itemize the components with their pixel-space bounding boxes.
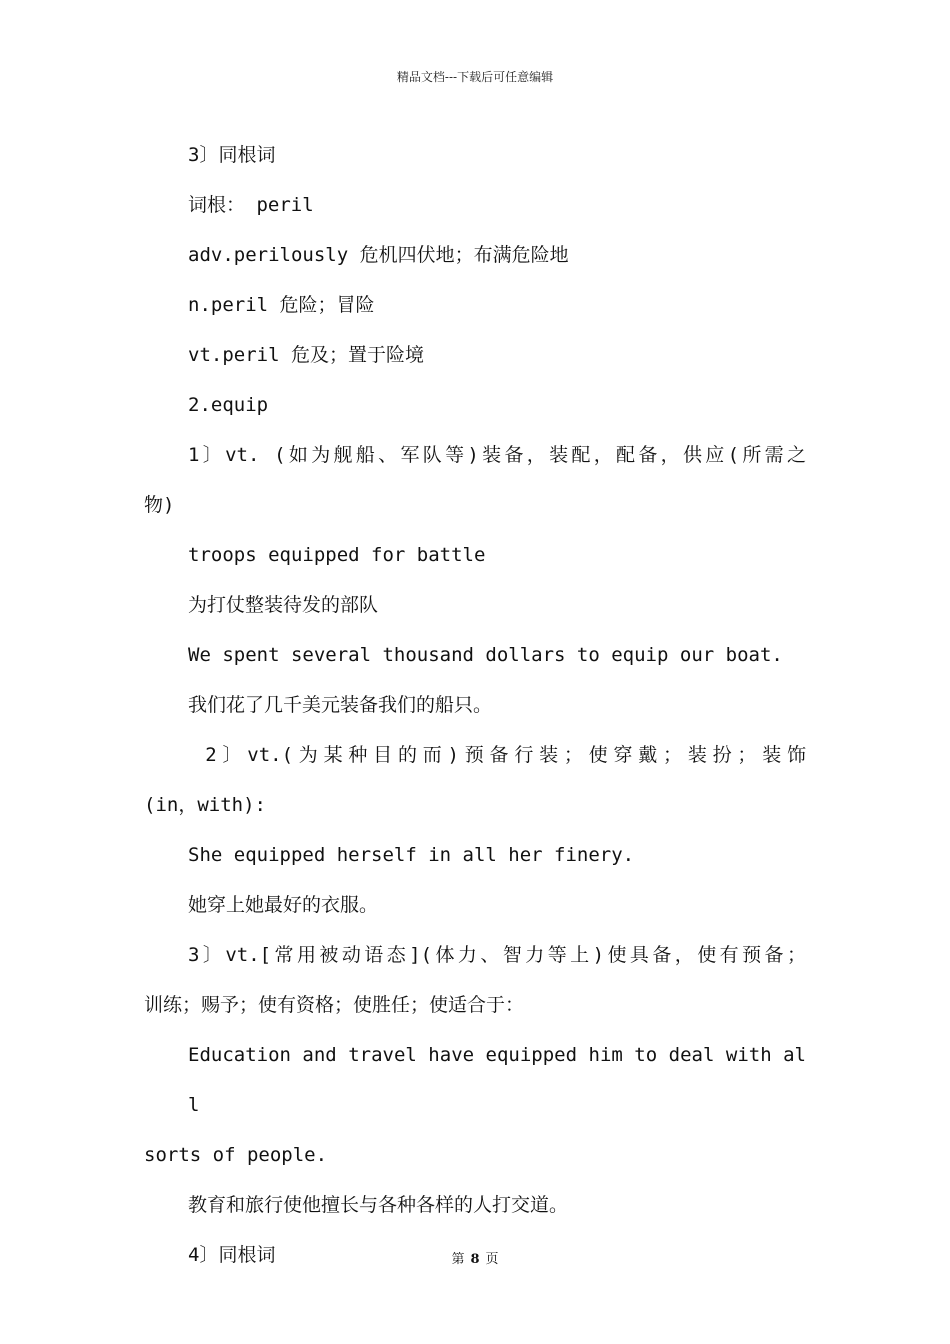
example-sentence-english: She equipped herself in all her finery. [188,844,635,866]
cognate-adverb-line: adv.perilously 危机四伏地；布满危险地 [188,244,569,266]
example-sentence-english: We spent several thousand dollars to equip our boat. [188,644,783,666]
page-footer [0,1248,950,1267]
example-sentence-chinese: 教育和旅行使他擅长与各种各样的人打交道。 [188,1194,569,1216]
example-sentence-chinese: 她穿上她最好的衣服。 [188,894,379,916]
section-heading-cognates: 3〕同根词 [188,144,276,166]
definition-line-continued: (in，with): [144,794,266,816]
example-sentence-chinese: 为打仗整装待发的部队 [188,594,379,616]
vocabulary-heading-equip: 2.equip [188,394,269,416]
definition-line: 1〕vt. (如为舰船、军队等)装备，装配，配备，供应(所需之 [188,444,806,466]
definition-line-continued: 物) [144,494,175,516]
definition-line: 2〕vt.(为某种目的而)预备行装；使穿戴；装扮；装饰 [188,744,806,766]
document-body [144,130,806,1280]
example-sentence-english-continued: sorts of people. [144,1144,328,1166]
page-number-suffix: 页 [485,1252,499,1267]
section-heading-cognates: 4〕同根词 [188,1244,276,1266]
definition-line-continued: 训练；赐予；使有资格；使胜任；使适合于： [144,994,525,1016]
page-header: 精品文档---下载后可任意编辑 [396,70,554,84]
cognate-noun-line: n.peril 危险；冒险 [188,294,375,316]
cognate-verb-line: vt.peril 危及；置于险境 [188,344,424,366]
page-number: 8 [470,1252,480,1267]
example-sentence-english: troops equipped for battle [188,544,486,566]
definition-line: 3〕vt.[常用被动语态](体力、智力等上)使具备，使有预备； [188,944,806,966]
example-sentence-english: Education and travel have equipped him to deal with all [188,1044,806,1116]
example-sentence-chinese: 我们花了几千美元装备我们的船只。 [188,694,493,716]
root-word-line: 词根： peril [188,194,314,216]
page-number-prefix: 第 [451,1252,465,1267]
